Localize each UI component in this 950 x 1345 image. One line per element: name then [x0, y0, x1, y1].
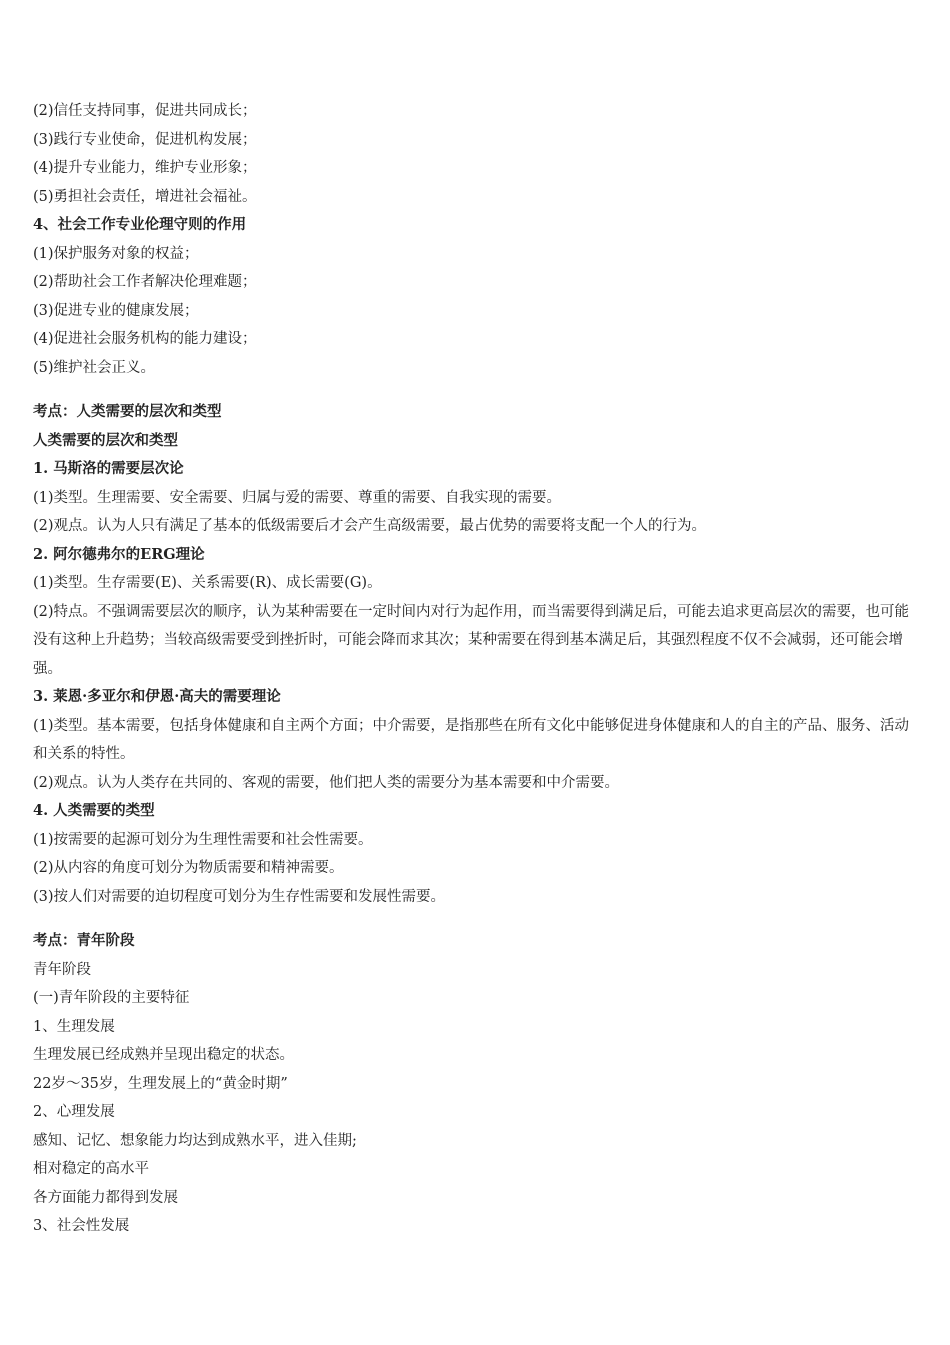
doyal-gough-heading: 3. 莱恩·多亚尔和伊恩·高夫的需要理论	[33, 688, 281, 705]
needs-types-heading: 4. 人类需要的类型	[33, 802, 155, 819]
list-item: (1)保护服务对象的权益；	[33, 245, 199, 262]
kaodian-needs-heading: 考点：人类需要的层次和类型	[33, 403, 222, 420]
list-item: 生理发展已经成熟并呈现出稳定的状态。	[33, 1047, 294, 1063]
list-item: (2)从内容的角度可划分为物质需要和精神需要。	[33, 860, 344, 876]
youth-content	[33, 956, 923, 1241]
list-item: 22岁～35岁，生理发展上的“黄金时期”	[33, 1075, 288, 1092]
section-gap	[33, 382, 923, 398]
list-item: (2)观点。认为人类存在共同的、客观的需要，他们把人类的需要分为基本需要和中介需要。	[33, 774, 620, 791]
list-item: 青年阶段	[33, 961, 91, 978]
erg-heading: 2. 阿尔德弗尔的ERG理论	[33, 545, 205, 563]
list-item: (5)维护社会正义。	[33, 359, 156, 376]
ethics-duties-list	[33, 97, 923, 211]
list-item: (3)促进专业的健康发展；	[33, 302, 199, 319]
list-item: (3)按人们对需要的迫切程度可划分为生存性需要和发展性需要。	[33, 888, 446, 905]
list-item: 2、心理发展	[33, 1104, 115, 1120]
section-gap	[33, 911, 923, 927]
list-item: (1)类型。生存需要(E)、关系需要(R)、成长需要(G)。	[33, 575, 382, 591]
list-item: (2)帮助社会工作者解决伦理难题；	[33, 274, 257, 290]
list-item: (一)青年阶段的主要特征	[33, 990, 190, 1006]
list-item: (1)类型。生理需要、安全需要、归属与爱的需要、尊重的需要、自我实现的需要。	[33, 489, 562, 506]
list-item: 1、生理发展	[33, 1018, 115, 1035]
list-item: (3)践行专业使命，促进机构发展；	[33, 131, 257, 148]
list-item: (4)促进社会服务机构的能力建设；	[33, 331, 257, 347]
list-item: 3、社会性发展	[33, 1218, 130, 1234]
maslow-heading: 1. 马斯洛的需要层次论	[33, 460, 184, 477]
document-page	[33, 97, 923, 1241]
list-item: 相对稳定的高水平	[33, 1161, 149, 1177]
list-item: (4)提升专业能力，维护专业形象；	[33, 160, 257, 176]
list-item: 各方面能力都得到发展	[33, 1189, 178, 1206]
doyal-gough-types-paragraph: (1)类型。基本需要，包括身体健康和自主两个方面；中介需要，是指那些在所有文化中能够促进身体健康和人的自主的产品、服务、活动和关系的特性。	[33, 717, 910, 762]
list-item: (1)按需要的起源可划分为生理性需要和社会性需要。	[33, 831, 373, 848]
list-item: (5)勇担社会责任，增进社会福祉。	[33, 188, 257, 205]
kaodian-youth-heading: 考点：青年阶段	[33, 932, 135, 949]
ethics-role-heading: 4、社会工作专业伦理守则的作用	[33, 216, 247, 233]
list-item: (2)信任支持同事，促进共同成长；	[33, 103, 257, 119]
needs-title: 人类需要的层次和类型	[33, 431, 178, 449]
erg-features-paragraph: (2)特点。不强调需要层次的顺序，认为某种需要在一定时间内对行为起作用，而当需要得到满足后，可能去追求更高层次的需要，也可能没有这种上升趋势；当较高级需要受到挫折时，可能会降而求其次；某种需要在得到基本满足后，其强烈程度不仅不会减弱，还可能会增强。	[33, 603, 910, 677]
list-item: (2)观点。认为人只有满足了基本的低级需要后才会产生高级需要，最占优势的需要将支配一个人的行为。	[33, 518, 707, 534]
ethics-role-list	[33, 240, 923, 383]
list-item: 感知、记忆、想象能力均达到成熟水平，进入佳期;	[33, 1132, 357, 1149]
